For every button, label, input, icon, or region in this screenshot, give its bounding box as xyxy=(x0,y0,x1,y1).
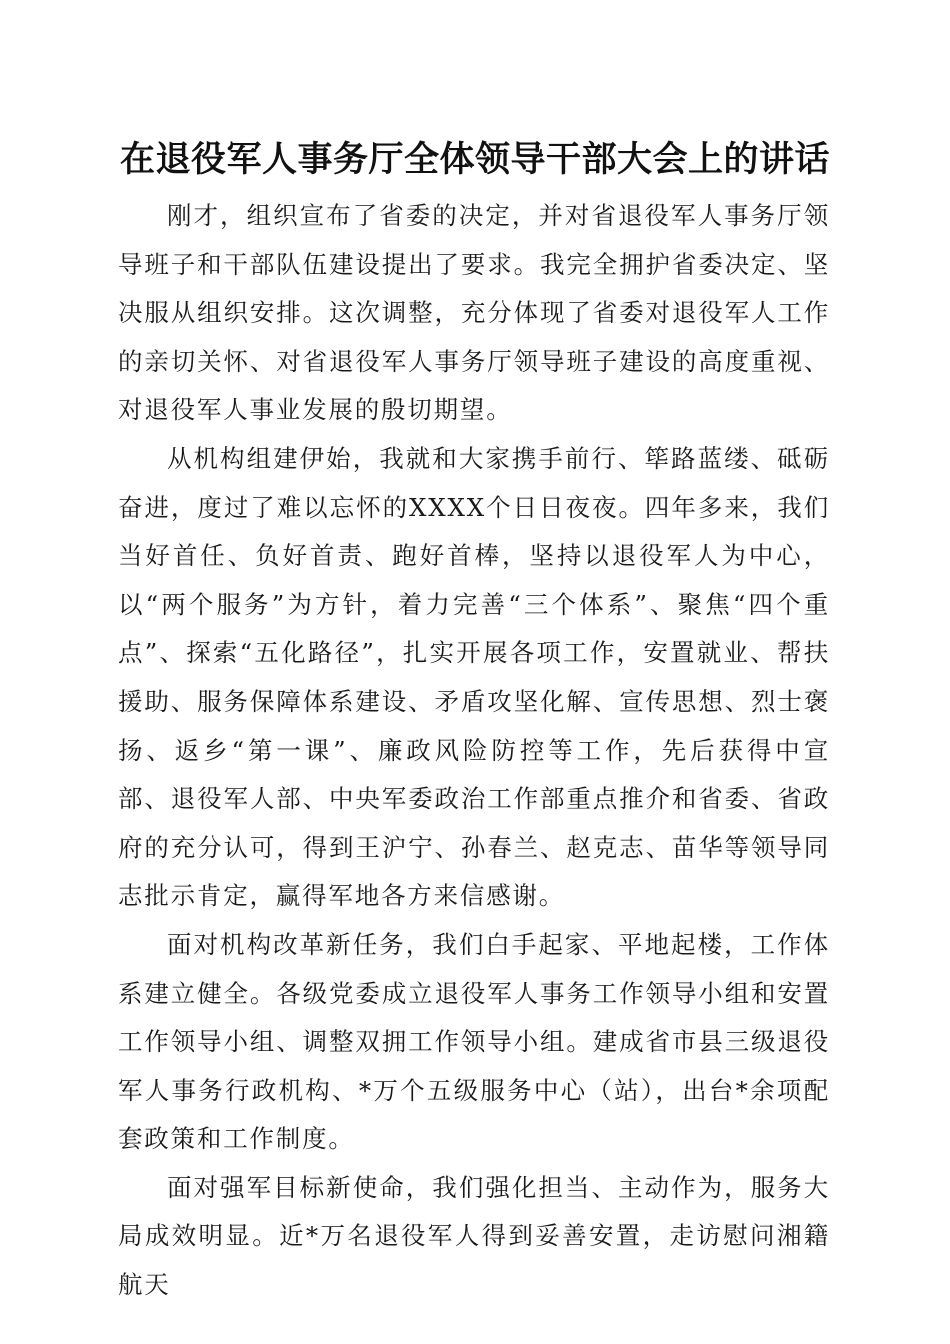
paragraph-1: 刚才，组织宣布了省委的决定，并对省退役军人事务厅领导班子和干部队伍建设提出了要求。我完全拥护省委决定、坚决服从组织安排。这次调整，充分体现了省委对退役军人工作的亲切关怀、对省退役军人事务厅领导班子建设的高度重视、对退役军人事业发展的殷切期望。 xyxy=(118,201,830,425)
document-title: 在退役军人事务厅全体领导干部大会上的讲话 xyxy=(119,139,830,180)
paragraph-3: 面对机构改革新任务，我们白手起家、平地起楼，工作体系建立健全。各级党委成立退役军人事务工作领导小组和安置工作领导小组、调整双拥工作领导小组。建成省市县三级退役军人事务行政机构、*万个五级服务中心（站），出台*余项配套政策和工作制度。 xyxy=(118,929,830,1154)
paragraph-4: 面对强军目标新使命，我们强化担当、主动作为，服务大局成效明显。近*万名退役军人得到妥善安置，走访慰问湘籍航天 xyxy=(118,1172,830,1300)
paragraph-2: 从机构组建伊始，我就和大家携手前行、筚路蓝缕、砥砺奋进，度过了难以忘怀的XXXX个日日夜夜。四年多来，我们当好首任、负好首责、跑好首棒，坚持以退役军人为中心，以“两个服务”为方针，着力完善“三个体系”、聚焦“四个重点”、探索“五化路径”，扎实开展各项工作，安置就业、帮扶援助、服务保障体系建设、矛盾攻坚化解、宣传思想、烈士褒扬、返乡“第一课”、廉政风险防控等工作，先后获得中宣部、退役军人部、中央军委政治工作部重点推介和省委、省政府的充分认可，得到王沪宁、孙春兰、赵克志、苗华等领导同志批示肯定，赢得军地各方来信感谢。 xyxy=(118,443,830,911)
document-body xyxy=(118,192,830,1310)
